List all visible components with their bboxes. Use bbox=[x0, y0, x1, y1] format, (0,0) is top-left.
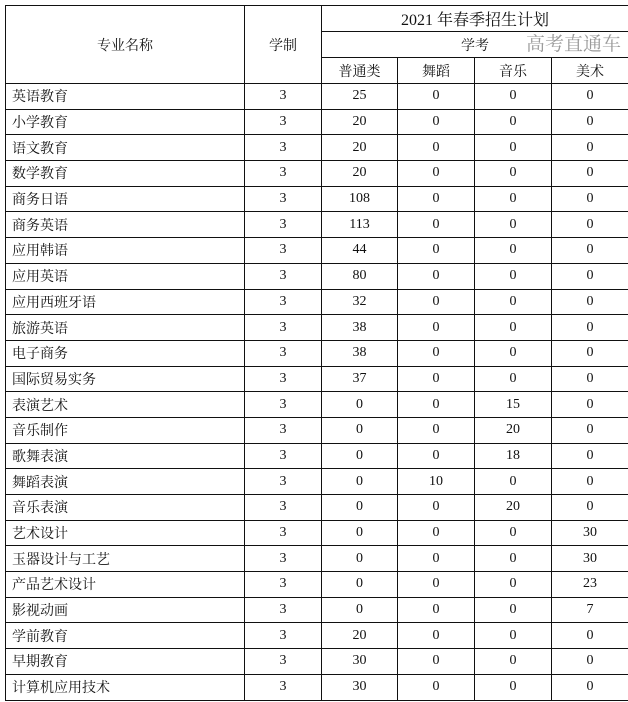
quota-art-cell: 0 bbox=[552, 623, 628, 649]
table-row bbox=[6, 546, 628, 572]
quota-music-cell: 0 bbox=[475, 340, 552, 366]
quota-music-cell: 0 bbox=[475, 186, 552, 212]
years-cell: 3 bbox=[245, 392, 322, 418]
major-name-cell: 语文教育 bbox=[6, 135, 245, 161]
quota-general-cell: 25 bbox=[322, 84, 398, 110]
quota-general-cell: 0 bbox=[322, 417, 398, 443]
quota-music-cell: 0 bbox=[475, 674, 552, 700]
years-cell: 3 bbox=[245, 238, 322, 264]
table-row bbox=[6, 597, 628, 623]
table-row bbox=[6, 340, 628, 366]
quota-music-cell: 0 bbox=[475, 212, 552, 238]
quota-dance-cell: 0 bbox=[398, 84, 475, 110]
quota-art-cell: 0 bbox=[552, 135, 628, 161]
quota-art-cell: 0 bbox=[552, 649, 628, 675]
quota-general-cell: 20 bbox=[322, 135, 398, 161]
quota-art-cell: 0 bbox=[552, 443, 628, 469]
years-cell: 3 bbox=[245, 315, 322, 341]
years-cell: 3 bbox=[245, 469, 322, 495]
table-row bbox=[6, 186, 628, 212]
quota-general-cell: 0 bbox=[322, 392, 398, 418]
quota-art-cell: 0 bbox=[552, 469, 628, 495]
quota-dance-cell: 0 bbox=[398, 315, 475, 341]
years-cell: 3 bbox=[245, 135, 322, 161]
quota-art-cell: 0 bbox=[552, 238, 628, 264]
quota-dance-cell: 0 bbox=[398, 109, 475, 135]
years-cell: 3 bbox=[245, 340, 322, 366]
quota-dance-cell: 0 bbox=[398, 674, 475, 700]
major-name-cell: 玉器设计与工艺 bbox=[6, 546, 245, 572]
quota-dance-cell: 0 bbox=[398, 186, 475, 212]
quota-general-cell: 20 bbox=[322, 109, 398, 135]
table-row bbox=[6, 572, 628, 598]
table-row bbox=[6, 366, 628, 392]
years-cell: 3 bbox=[245, 495, 322, 521]
quota-general-cell: 32 bbox=[322, 289, 398, 315]
major-name-cell: 电子商务 bbox=[6, 340, 245, 366]
years-cell: 3 bbox=[245, 623, 322, 649]
quota-art-cell: 0 bbox=[552, 84, 628, 110]
quota-general-cell: 0 bbox=[322, 495, 398, 521]
quota-general-cell: 38 bbox=[322, 315, 398, 341]
major-name-cell: 学前教育 bbox=[6, 623, 245, 649]
major-name-cell: 产品艺术设计 bbox=[6, 572, 245, 598]
table-row bbox=[6, 674, 628, 700]
table-row bbox=[6, 161, 628, 187]
quota-music-cell: 0 bbox=[475, 366, 552, 392]
table-row bbox=[6, 289, 628, 315]
years-cell: 3 bbox=[245, 212, 322, 238]
years-header: 学制 bbox=[245, 6, 322, 84]
quota-music-cell: 0 bbox=[475, 289, 552, 315]
quota-art-cell: 0 bbox=[552, 417, 628, 443]
quota-art-cell: 0 bbox=[552, 161, 628, 187]
quota-dance-cell: 0 bbox=[398, 289, 475, 315]
quota-music-cell: 0 bbox=[475, 520, 552, 546]
major-name-cell: 计算机应用技术 bbox=[6, 674, 245, 700]
years-cell: 3 bbox=[245, 289, 322, 315]
quota-general-cell: 0 bbox=[322, 520, 398, 546]
quota-music-cell: 0 bbox=[475, 238, 552, 264]
quota-dance-cell: 0 bbox=[398, 392, 475, 418]
table-row bbox=[6, 84, 628, 110]
years-cell: 3 bbox=[245, 520, 322, 546]
quota-music-cell: 18 bbox=[475, 443, 552, 469]
major-name-cell: 影视动画 bbox=[6, 597, 245, 623]
quota-dance-cell: 0 bbox=[398, 161, 475, 187]
major-name-cell: 音乐制作 bbox=[6, 417, 245, 443]
quota-music-cell: 15 bbox=[475, 392, 552, 418]
quota-music-cell: 0 bbox=[475, 315, 552, 341]
quota-music-cell: 0 bbox=[475, 161, 552, 187]
quota-art-cell: 0 bbox=[552, 263, 628, 289]
quota-music-cell: 0 bbox=[475, 649, 552, 675]
years-cell: 3 bbox=[245, 186, 322, 212]
quota-art-cell: 0 bbox=[552, 289, 628, 315]
quota-art-cell: 0 bbox=[552, 366, 628, 392]
category-header-music: 音乐 bbox=[475, 58, 552, 84]
table-row bbox=[6, 469, 628, 495]
major-name-cell: 音乐表演 bbox=[6, 495, 245, 521]
years-cell: 3 bbox=[245, 161, 322, 187]
quota-dance-cell: 10 bbox=[398, 469, 475, 495]
major-name-cell: 小学教育 bbox=[6, 109, 245, 135]
table-row bbox=[6, 392, 628, 418]
quota-art-cell: 23 bbox=[552, 572, 628, 598]
table-row bbox=[6, 417, 628, 443]
major-name-cell: 商务英语 bbox=[6, 212, 245, 238]
quota-art-cell: 0 bbox=[552, 212, 628, 238]
major-name-cell: 应用韩语 bbox=[6, 238, 245, 264]
quota-general-cell: 30 bbox=[322, 674, 398, 700]
table-row bbox=[6, 109, 628, 135]
table-row bbox=[6, 263, 628, 289]
quota-art-cell: 7 bbox=[552, 597, 628, 623]
quota-general-cell: 38 bbox=[322, 340, 398, 366]
quota-art-cell: 0 bbox=[552, 495, 628, 521]
quota-dance-cell: 0 bbox=[398, 597, 475, 623]
major-name-cell: 舞蹈表演 bbox=[6, 469, 245, 495]
quota-music-cell: 20 bbox=[475, 495, 552, 521]
quota-dance-cell: 0 bbox=[398, 443, 475, 469]
quota-music-cell: 0 bbox=[475, 597, 552, 623]
table-row bbox=[6, 520, 628, 546]
years-cell: 3 bbox=[245, 443, 322, 469]
major-name-cell: 旅游英语 bbox=[6, 315, 245, 341]
table-row bbox=[6, 649, 628, 675]
category-header-art: 美术 bbox=[552, 58, 628, 84]
quota-art-cell: 30 bbox=[552, 546, 628, 572]
quota-music-cell: 0 bbox=[475, 135, 552, 161]
major-name-cell: 国际贸易实务 bbox=[6, 366, 245, 392]
quota-music-cell: 20 bbox=[475, 417, 552, 443]
major-name-cell: 表演艺术 bbox=[6, 392, 245, 418]
quota-dance-cell: 0 bbox=[398, 340, 475, 366]
quota-dance-cell: 0 bbox=[398, 263, 475, 289]
quota-art-cell: 0 bbox=[552, 315, 628, 341]
table-row bbox=[6, 212, 628, 238]
plan-title-header: 2021 年春季招生计划 bbox=[322, 6, 628, 32]
major-name-cell: 商务日语 bbox=[6, 186, 245, 212]
years-cell: 3 bbox=[245, 649, 322, 675]
years-cell: 3 bbox=[245, 263, 322, 289]
table-body bbox=[6, 84, 628, 701]
years-cell: 3 bbox=[245, 366, 322, 392]
quota-general-cell: 20 bbox=[322, 623, 398, 649]
major-name-cell: 英语教育 bbox=[6, 84, 245, 110]
quota-art-cell: 0 bbox=[552, 392, 628, 418]
quota-dance-cell: 0 bbox=[398, 572, 475, 598]
quota-dance-cell: 0 bbox=[398, 649, 475, 675]
major-name-header: 专业名称 bbox=[6, 6, 245, 84]
quota-dance-cell: 0 bbox=[398, 546, 475, 572]
major-name-cell: 数学教育 bbox=[6, 161, 245, 187]
major-name-cell: 应用西班牙语 bbox=[6, 289, 245, 315]
category-header-general: 普通类 bbox=[322, 58, 398, 84]
quota-general-cell: 37 bbox=[322, 366, 398, 392]
quota-general-cell: 0 bbox=[322, 443, 398, 469]
table-row bbox=[6, 623, 628, 649]
quota-music-cell: 0 bbox=[475, 623, 552, 649]
table-row bbox=[6, 495, 628, 521]
quota-music-cell: 0 bbox=[475, 109, 552, 135]
years-cell: 3 bbox=[245, 597, 322, 623]
quota-music-cell: 0 bbox=[475, 469, 552, 495]
quota-music-cell: 0 bbox=[475, 572, 552, 598]
category-header-dance: 舞蹈 bbox=[398, 58, 475, 84]
quota-music-cell: 0 bbox=[475, 546, 552, 572]
table-row bbox=[6, 238, 628, 264]
quota-dance-cell: 0 bbox=[398, 135, 475, 161]
quota-general-cell: 44 bbox=[322, 238, 398, 264]
quota-general-cell: 113 bbox=[322, 212, 398, 238]
table-row bbox=[6, 135, 628, 161]
quota-general-cell: 108 bbox=[322, 186, 398, 212]
quota-general-cell: 20 bbox=[322, 161, 398, 187]
quota-dance-cell: 0 bbox=[398, 366, 475, 392]
quota-general-cell: 0 bbox=[322, 469, 398, 495]
quota-dance-cell: 0 bbox=[398, 417, 475, 443]
quota-dance-cell: 0 bbox=[398, 623, 475, 649]
enrollment-plan-table bbox=[5, 5, 628, 701]
major-name-cell: 艺术设计 bbox=[6, 520, 245, 546]
quota-art-cell: 30 bbox=[552, 520, 628, 546]
quota-dance-cell: 0 bbox=[398, 212, 475, 238]
years-cell: 3 bbox=[245, 674, 322, 700]
quota-art-cell: 0 bbox=[552, 109, 628, 135]
years-cell: 3 bbox=[245, 417, 322, 443]
quota-general-cell: 0 bbox=[322, 572, 398, 598]
years-cell: 3 bbox=[245, 572, 322, 598]
table-row bbox=[6, 443, 628, 469]
quota-general-cell: 0 bbox=[322, 597, 398, 623]
major-name-cell: 应用英语 bbox=[6, 263, 245, 289]
years-cell: 3 bbox=[245, 546, 322, 572]
quota-dance-cell: 0 bbox=[398, 495, 475, 521]
quota-music-cell: 0 bbox=[475, 84, 552, 110]
quota-art-cell: 0 bbox=[552, 340, 628, 366]
quota-general-cell: 80 bbox=[322, 263, 398, 289]
exam-header: 学考 bbox=[322, 32, 628, 58]
years-cell: 3 bbox=[245, 109, 322, 135]
watermark: 高考直通车 bbox=[526, 33, 622, 55]
quota-art-cell: 0 bbox=[552, 186, 628, 212]
quota-general-cell: 0 bbox=[322, 546, 398, 572]
quota-dance-cell: 0 bbox=[398, 520, 475, 546]
quota-dance-cell: 0 bbox=[398, 238, 475, 264]
table-row bbox=[6, 315, 628, 341]
quota-art-cell: 0 bbox=[552, 674, 628, 700]
major-name-cell: 歌舞表演 bbox=[6, 443, 245, 469]
quota-general-cell: 30 bbox=[322, 649, 398, 675]
years-cell: 3 bbox=[245, 84, 322, 110]
quota-music-cell: 0 bbox=[475, 263, 552, 289]
major-name-cell: 早期教育 bbox=[6, 649, 245, 675]
